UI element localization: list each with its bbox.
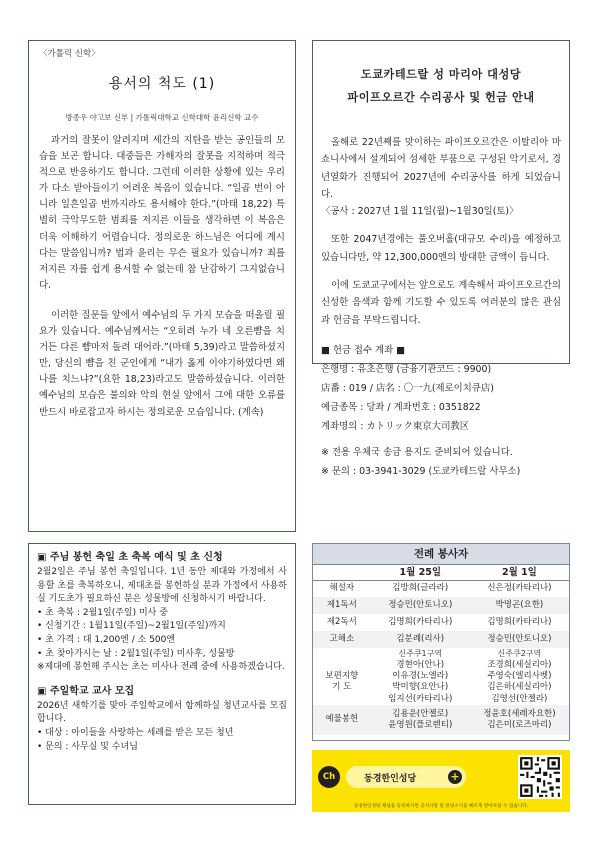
server-name: 정윤호(세례자요한) bbox=[483, 708, 556, 719]
events-box bbox=[28, 543, 296, 805]
account-number: 예금종목 : 당좌 / 계좌번호 : 0351822 bbox=[321, 401, 481, 413]
server-name: 김영선(안젤라) bbox=[491, 693, 548, 704]
server-name: 경현아(안나) bbox=[396, 660, 445, 670]
notice-paragraph-1: 올해로 22년째를 맞이하는 파이프오르간은 이탈리아 마쇼니사에서 설계되어 섬세한 부품으로 구성된 악기로서, 경년열화가 진행되어 2027년에 수리공사를 하게 되었습니다. bbox=[321, 137, 561, 200]
server-cell: 박명곤(요한) bbox=[470, 597, 569, 614]
server-cell: 김명희(카타리나) bbox=[388, 616, 453, 627]
server-name: 김은하(세실리아) bbox=[487, 682, 552, 693]
account-section bbox=[321, 341, 561, 436]
candle-blessing-heading: ▣ 주님 봉헌 축일 초 축복 예식 및 초 신청 bbox=[37, 552, 223, 563]
server-list-cell bbox=[470, 705, 569, 735]
area-blank bbox=[313, 648, 371, 660]
table-row bbox=[313, 597, 569, 614]
candle-blessing-text: 2월2일은 주님 봉헌 축일입니다. 1년 동안 제대와 가정에서 사용할 초를 축복하오니, 제대초를 봉헌하실 분과 가정에서 사용하실 기도초가 필요하신 분은 성물방에 신청하시기 바랍니다. bbox=[37, 567, 287, 605]
candle-item: • 초 찾아가시는 날 : 2월1일(주일) 미사후, 성물방 bbox=[37, 648, 235, 659]
article-author: 방종우 야고보 신부 | 가톨릭대학교 신학대학 윤리신학 교수 bbox=[65, 113, 259, 122]
notice-paragraph-2: 또한 2047년경에는 풀오버홀(대규모 수리)을 예정하고 있습니다만, 약 12,300,000엔의 방대한 금액이 듭니다. bbox=[321, 234, 561, 263]
teacher-item: • 문의 : 사무실 및 수녀님 bbox=[37, 741, 138, 752]
area-cell: 신주쿠1구역 bbox=[398, 649, 443, 659]
server-cell: 정승민(안토니오) bbox=[470, 631, 569, 648]
server-cell: 김분례(리사) bbox=[371, 631, 470, 648]
banner-footer-text: 동경한인성당 채널을 등록하시면 공지사항 및 본당소식을 빠르게 받아보실 수 있습니다. bbox=[353, 804, 529, 809]
teacher-recruit-heading: ▣ 주일학교 교사 모집 bbox=[37, 685, 135, 697]
article-body bbox=[39, 133, 285, 421]
candle-item: • 초 가격 : 대 1,200엔 / 소 500엔 bbox=[37, 634, 176, 645]
article-paragraph-1: 과거의 잘못이 알려지며 세간의 지탄을 받는 공인들의 모습을 보곤 합니다. 대중들은 가해자의 잘못을 지적하며 적극적으로 반응하기도 합니다. 그런데 이러한 상황에 있는 우리가 다소 받아들이기 어려운 복음이 있습니다. “일곱 번이 아니라 일흔일곱 번까지라도 용서해야 한다.”(마태 18,22) 특별히 극악무도한 범죄를 저지른 이들을 생각하면 이 복음은 더욱 이해하기 어렵습니다. 정의로운 하느님은 어디에 계시다는 말씀입니까? 법과 윤리는 무슨 필요가 있습니까? 죄를 저지른 자를 쉽게 용서할 수 없는데 참 난감하기 그지없습니다. bbox=[39, 135, 285, 291]
server-cell: 김명희(카타리나) bbox=[487, 616, 552, 627]
role-cell: 해설자 bbox=[329, 583, 355, 594]
account-holder: 계좌명의 : カトリック東京大司教区 bbox=[321, 420, 470, 432]
article-box bbox=[28, 40, 296, 532]
add-channel-icon[interactable]: + bbox=[448, 770, 462, 784]
notice-paragraph-3: 이에 도쿄교구에서는 앞으로도 계속해서 파이프오르간의 신성한 음색과 함께 기도할 수 있도록 여러분의 많은 관심과 헌금을 부탁드립니다. bbox=[321, 280, 561, 326]
role-cell: 제1독서 bbox=[313, 597, 371, 614]
candle-item: • 신청기간 : 1월11일(주일)~2월1일(주일)까지 bbox=[37, 621, 226, 632]
server-cell: 김방희(글라라) bbox=[392, 583, 449, 594]
channel-name: 동경한인성당 bbox=[364, 774, 417, 784]
server-name: 주영숙(엘리사벳) bbox=[487, 671, 552, 682]
header-blank bbox=[313, 565, 371, 580]
teacher-recruit-text: 2026년 새학기를 맞아 주일학교에서 함께하실 청년교사를 모집합니다. bbox=[37, 700, 287, 725]
role-cell: 고해소 bbox=[313, 631, 371, 648]
role-cell: 제2독서 bbox=[326, 616, 357, 627]
date-col-1: 1월 25일 bbox=[371, 565, 470, 580]
liturgy-servers-table bbox=[312, 543, 570, 741]
notice-title-1: 도쿄카테드랄 성 마리아 대성당 bbox=[360, 68, 522, 81]
table-row bbox=[313, 614, 569, 631]
candle-item: • 초 축복 : 2월1일(주일) 미사 중 bbox=[37, 607, 168, 618]
kakao-channel-banner[interactable] bbox=[312, 750, 570, 812]
notice-title-2: 파이프오르간 수리공사 및 헌금 안내 bbox=[347, 91, 535, 104]
qr-code-icon[interactable] bbox=[518, 755, 562, 799]
server-cell: 신은정(카타리나) bbox=[487, 583, 552, 594]
teacher-item: • 대상 : 아이들을 사랑하는 세례를 받은 모든 청년 bbox=[37, 727, 234, 738]
role-cell: 보편지향 기 도 bbox=[325, 671, 359, 693]
table-row bbox=[313, 580, 569, 597]
server-name: 김은미(로즈마리) bbox=[487, 719, 552, 730]
table-row bbox=[313, 648, 569, 660]
notice-notes bbox=[321, 443, 561, 481]
server-name: 임지선(카타리나) bbox=[388, 693, 453, 704]
article-tag: 〈가톨릭 신학〉 bbox=[39, 49, 100, 59]
server-list-cell bbox=[470, 660, 569, 705]
candle-note: ※제대에 봉헌해 주시는 초는 미사나 전례 중에 사용하겠습니다. bbox=[37, 662, 285, 673]
servers-grid bbox=[313, 565, 569, 735]
role-cell: 예물봉헌 bbox=[313, 705, 371, 735]
server-name: 이유경(노엘라) bbox=[392, 671, 449, 682]
server-list-cell bbox=[371, 705, 470, 735]
date-col-2: 2월 1일 bbox=[470, 565, 569, 580]
server-name: 박미향(요안나) bbox=[392, 682, 449, 693]
article-title: 용서의 척도 (1) bbox=[108, 76, 216, 92]
table-row bbox=[313, 631, 569, 648]
channel-logo-icon: Ch bbox=[318, 766, 340, 788]
server-name: 윤영원(플로렌티) bbox=[388, 719, 453, 730]
organ-notice-box bbox=[312, 40, 570, 477]
table-row bbox=[313, 705, 569, 735]
server-cell: 정승민(안토니오) bbox=[371, 597, 470, 614]
area-cell: 신주쿠2구역 bbox=[497, 649, 542, 659]
server-name: 조경희(세실리아) bbox=[487, 660, 552, 670]
servers-header-row bbox=[313, 565, 569, 580]
account-bank: 은행명 : 유초은행 (금융기관코드 : 9900) bbox=[321, 363, 492, 375]
notice-note-2: ※ 문의 : 03-3941-3029 (도쿄카테드랄 사무소) bbox=[321, 465, 521, 477]
account-branch: 店番 : 019 / 店名 : 〇一九(제로이치큐店) bbox=[321, 382, 494, 394]
server-list-cell bbox=[371, 660, 470, 705]
account-heading: ■ 헌금 접수 계좌 ■ bbox=[321, 344, 405, 356]
article-paragraph-2: 이러한 질문들 앞에서 예수님의 두 가지 모습을 떠올릴 필요가 있습니다. 예수님께서는 “오히려 누가 네 오른뺨을 치거든 다른 뺨마저 돌려 대어라.”(마태 5,39)라고 말씀하셨지만, 당신의 뺨을 친 군인에게 “내가 옳게 이야기하였다면 왜 나를 치느냐?”(요한 18,23)라고도 말씀하셨습니다. 이러한 예수님의 모습은 불의와 악의 현실 앞에서 그에 대한 오류를 반드시 바로잡고자 하시는 정의로운 모습입니다. (계속) bbox=[39, 309, 285, 418]
server-name: 김용운(안젤로) bbox=[392, 708, 449, 719]
notice-period: 〈공사 : 2027년 1월 11일(월)~1월30일(토)〉 bbox=[321, 206, 519, 218]
servers-title: 전례 봉사자 bbox=[313, 544, 569, 565]
notice-note-1: ※ 전용 우체국 송금 용지도 준비되어 있습니다. bbox=[321, 446, 513, 458]
table-row bbox=[313, 660, 569, 705]
